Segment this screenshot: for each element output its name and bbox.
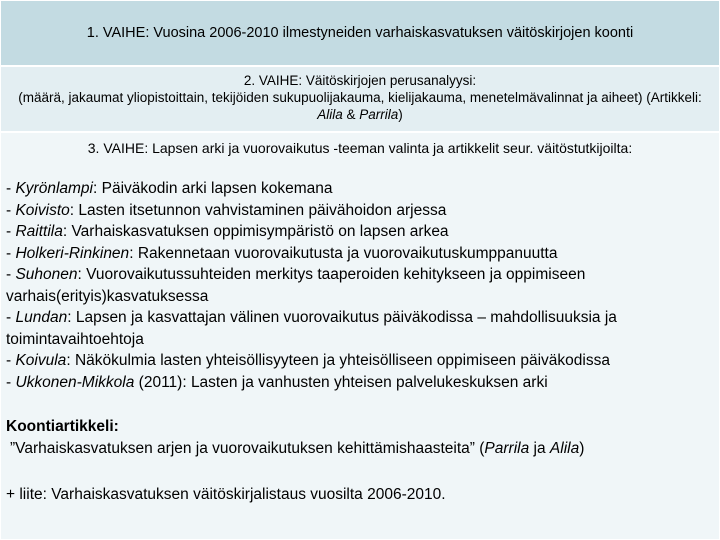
article-separator: (2011): (134, 373, 191, 391)
summary-heading: Koontiartikkeli: (6, 418, 119, 435)
article-author: Kyrönlampi (15, 180, 93, 197)
summary-author-1: Parrila (484, 439, 530, 457)
article-separator: : (93, 180, 102, 197)
article-list (6, 178, 714, 393)
phase2-title: 2. VAIHE: Väitöskirjojen perusanalyysi: (243, 73, 477, 88)
phase3-text: Lapsen arki ja vuorovaikutus -teeman valinta ja artikkelit seur. väitöstutkijoilta: (152, 140, 633, 156)
article-title: Päiväkodin arki lapsen kokemana (101, 180, 333, 197)
article-author: Koivisto (15, 201, 70, 219)
phase2-author-2: Parrila (359, 107, 399, 122)
article-separator: : (129, 244, 138, 262)
article-title: Vuorovaikutussuhteiden merkitys taaperoiden kehitykseen ja oppimiseen varhais(erityis)kasvatuksessa (6, 266, 586, 305)
list-dash: - (6, 352, 16, 369)
article-title: Lapsen ja kasvattajan välinen vuorovaikutus päiväkodissa – mahdollisuuksia ja toimintavaihtoehtoja (6, 309, 617, 348)
phase1-heading (87, 25, 633, 41)
phase2-detail-pre: (määrä, jakaumat yliopistoittain, tekijöiden sukupuolijakauma, kielijakauma, menetelmävalinnat ja aiheet) (Artikkeli: (18, 90, 702, 105)
appendix-note: + liite: Varhaiskasvatuksen väitöskirjalistaus vuosilta 2006-2010. (6, 486, 446, 503)
phase1-prefix: 1. VAIHE (86, 25, 146, 41)
phase2-detail (1, 89, 719, 123)
article-separator: : (77, 266, 87, 283)
phase3-prefix: 3. VAIHE (87, 140, 145, 156)
list-dash: - (6, 244, 16, 262)
article-separator: : (62, 223, 72, 240)
summary-quote: ”Varhaiskasvatuksen arjen ja vuorovaikutuksen kehittämishaasteita” ( (10, 439, 485, 457)
list-item (6, 350, 714, 372)
article-author: Holkeri-Rinkinen (15, 244, 130, 262)
list-item (6, 221, 714, 243)
phase3-separator: : (144, 140, 153, 156)
article-author: Ukkonen-Mikkola (15, 373, 135, 391)
summary-author-2: Alila (549, 439, 580, 457)
list-item (6, 264, 714, 307)
list-item (6, 200, 714, 222)
article-author: Koivula (15, 352, 67, 369)
phase1-separator: : (145, 25, 154, 41)
summary-and: ja (529, 439, 550, 457)
phase1-text: Vuosina 2006-2010 ilmestyneiden varhaiskasvatuksen väitöskirjojen koonti (153, 25, 634, 41)
article-separator: : (67, 309, 76, 326)
phase1-band (0, 0, 720, 66)
summary-article (6, 416, 714, 459)
list-dash: - (6, 180, 16, 197)
list-item (6, 178, 714, 200)
article-title: Lasten ja vanhusten yhteisen palvelukeskuksen arki (190, 373, 548, 391)
summary-title (6, 438, 714, 460)
list-dash: - (6, 266, 16, 283)
summary-close: ) (579, 439, 585, 457)
phase3-heading (1, 133, 719, 156)
list-item (6, 307, 714, 350)
list-dash: - (6, 309, 16, 326)
phase2-author-1: Alila (317, 107, 343, 122)
list-dash: - (6, 223, 16, 240)
article-title: Näkökulmia lasten yhteisöllisyyteen ja yhteisölliseen oppimiseen päiväkodissa (74, 352, 610, 369)
article-author: Lundan (15, 309, 68, 326)
list-item (6, 372, 714, 394)
phase2-detail-post: ) (398, 107, 403, 122)
article-author: Raittila (15, 223, 63, 240)
list-dash: - (6, 201, 16, 219)
article-title: Rakennetaan vuorovaikutusta ja vuorovaikutuskumppanuutta (137, 244, 558, 262)
phase2-amp: & (342, 107, 360, 122)
phase2-band (0, 66, 720, 132)
list-dash: - (6, 373, 16, 391)
article-separator: : (69, 201, 79, 219)
article-title: Varhaiskasvatuksen oppimisympäristö on lapsen arkea (71, 223, 449, 240)
list-item (6, 243, 714, 265)
article-title: Lasten itsetunnon vahvistaminen päivähoidon arjessa (78, 201, 447, 219)
article-separator: : (66, 352, 75, 369)
article-author: Suhonen (15, 266, 78, 283)
